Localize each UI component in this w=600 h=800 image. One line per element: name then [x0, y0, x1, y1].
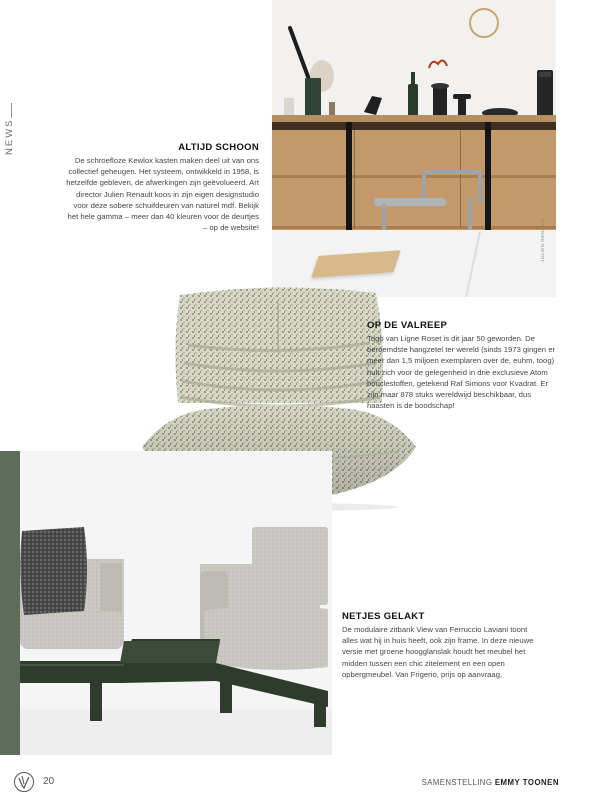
chair-leg [468, 198, 472, 234]
article-body: De schroefloze Kewlox kasten maken deel uit van ons collectief geheugen. Het systeem, ontwikkeld in 1958, is hetzelfde gebleven, de afwerkingen zijn geëvolueerd. Art director Julien Renault koos in zijn eigen designstudio voor deze sobere schuifdeuren van naturel mdf. Bekijk het hele gamma – meer dan 40 kleuren voor de deurtjes – op de website! [66, 156, 259, 233]
photo-credit: JULIEN RENAULT [540, 217, 545, 262]
cabinet-plinth [272, 226, 556, 229]
kewlox-cabinet-photo [272, 0, 556, 297]
article-body: Togo van Ligne Roset is dit jaar 50 geworden. De beroemdste hangzetel ter wereld (sinds 1973 gingen er meer dan 1,5 miljoen exemplaren over de, euhm, toog) hult zich voor de gelegenheid in drie exclusieve Atom bouclestoffen, getekend Raf Simons voor Kvadrat. Er zijn maar 878 stuks wereldwijd beschikbaar, dus haasten is de boodschap! [367, 334, 556, 411]
cabinet-post [485, 122, 491, 234]
article-netjes-gelakt [342, 611, 534, 680]
view-sofa-photo [20, 451, 332, 755]
credit-label: SAMENSTELLING [421, 778, 495, 787]
cabinet-shelf [272, 175, 556, 178]
cabinet-frame [272, 122, 556, 130]
article-title: NETJES GELAKT [342, 611, 425, 622]
article-body: De modulaire zitbank View van Ferruccio Laviani toont alles wat hij in huis heeft, ook zijn frame. In deze nieuwe versie met groene hoogglanslak houdt het meubel het midden tussen een chic zitelement en een open opbergmeubel. Van Frigerio, prijs op aanvraag. [342, 625, 534, 679]
article-title: OP DE VALREEP [367, 320, 448, 331]
credit-name: EMMY TOONEN [494, 778, 559, 787]
accent-green-band [0, 451, 20, 755]
article-op-de-valreep [367, 320, 559, 411]
section-rule [11, 103, 12, 118]
counter-objects [272, 20, 556, 120]
page-number: 20 [43, 776, 55, 787]
magazine-logo-icon [13, 771, 35, 793]
article-title: ALTIJD SCHOON [178, 142, 259, 153]
section-label: NEWS [4, 118, 15, 155]
door-seam [354, 130, 355, 228]
compilation-credit [422, 778, 559, 787]
cabinet-post [346, 122, 352, 234]
article-altijd-schoon [64, 142, 259, 233]
